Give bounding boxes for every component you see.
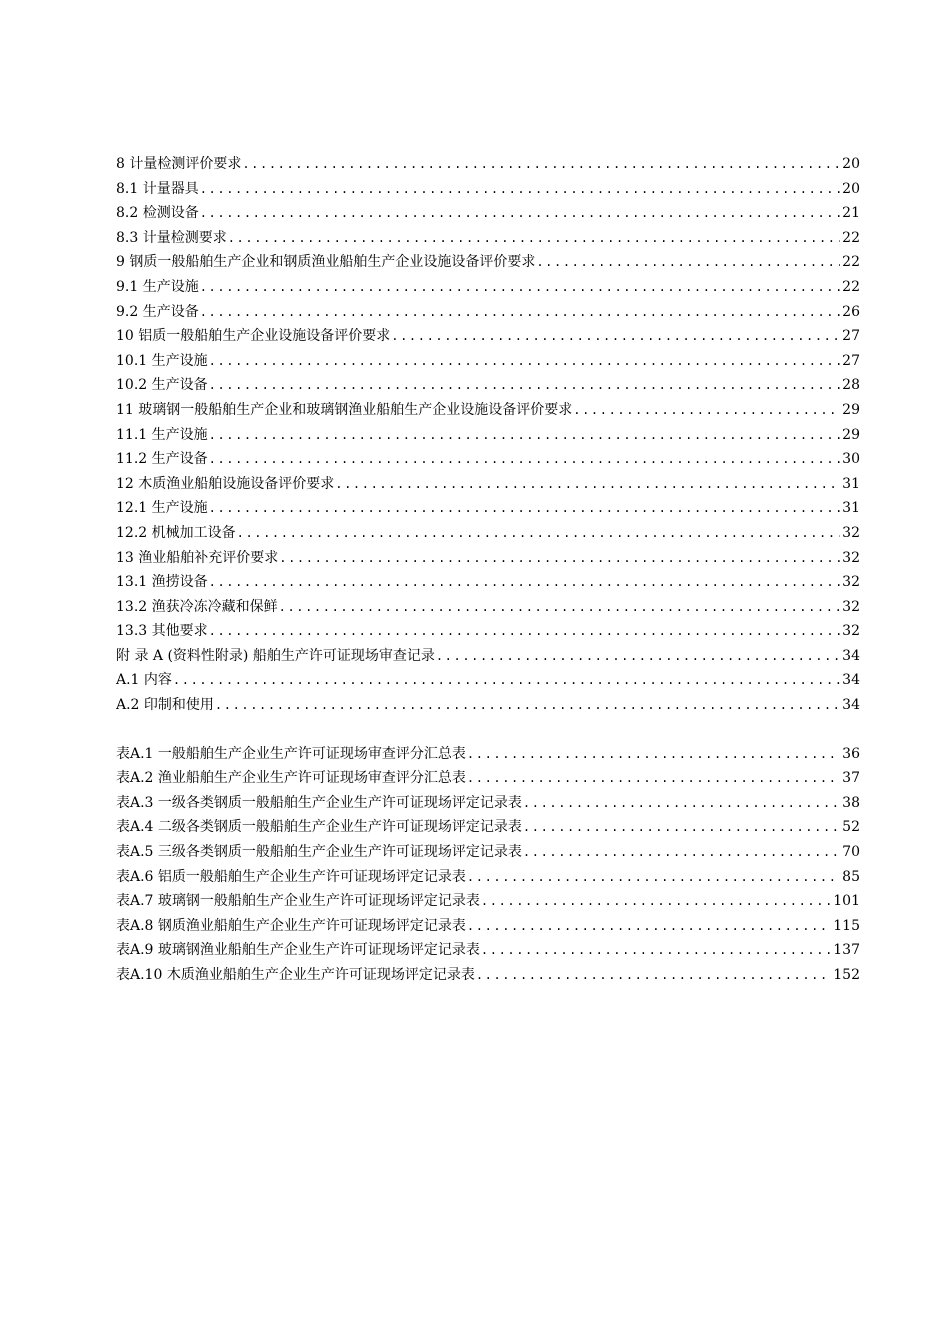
toc-entry-page: 27 <box>842 328 860 345</box>
toc-dot-leader <box>200 275 840 300</box>
toc-entry[interactable] <box>116 447 860 472</box>
toc-entry-title: 表A.7 玻璃钢一般船舶生产企业生产许可证现场评定记录表 <box>116 893 480 910</box>
toc-entry[interactable] <box>116 250 860 275</box>
toc-entry-page: 22 <box>842 254 860 271</box>
toc-entry-page: 101 <box>833 893 860 910</box>
toc-entry-title: A.1 内容 <box>116 672 172 689</box>
toc-entry-page: 32 <box>842 549 860 566</box>
toc-entry-page: 152 <box>833 967 860 983</box>
toc-entry[interactable] <box>116 668 860 693</box>
toc-dot-leader <box>467 742 840 767</box>
toc-dot-leader <box>200 177 840 202</box>
toc-dot-leader <box>279 546 840 571</box>
toc-entry-title: 9 钢质一般船舶生产企业和钢质渔业船舶生产企业设施设备评价要求 <box>116 254 536 271</box>
toc-dot-leader <box>209 496 841 521</box>
toc-entry[interactable] <box>116 644 860 669</box>
toc-entry-title: 表A.9 玻璃钢渔业船舶生产企业生产许可证现场评定记录表 <box>116 942 480 959</box>
toc-entry-title: 表A.2 渔业船舶生产企业生产许可证现场审查评分汇总表 <box>116 770 466 787</box>
toc-entry-title: 13.3 其他要求 <box>116 623 208 640</box>
toc-entry-title: 表A.8 钢质渔业船舶生产企业生产许可证现场评定记录表 <box>116 917 466 934</box>
toc-entry-title: 8.1 计量器具 <box>116 180 199 197</box>
toc-entry-page: 70 <box>842 844 860 861</box>
toc-entry-title: 11 玻璃钢一般船舶生产企业和玻璃钢渔业船舶生产企业设施设备评价要求 <box>116 401 573 418</box>
toc-dot-leader <box>436 644 840 669</box>
toc-dot-leader <box>481 938 831 963</box>
toc-entry-title: 12.1 生产设施 <box>116 500 208 517</box>
toc-entry-page: 21 <box>842 205 860 222</box>
toc-dot-leader <box>209 423 841 448</box>
toc-entry-title: 11.2 生产设备 <box>116 451 208 468</box>
toc-entry-page: 37 <box>842 770 860 787</box>
toc-entry-title: 11.1 生产设施 <box>116 426 208 443</box>
toc-entry-page: 27 <box>842 352 860 369</box>
toc-entry-title: 10.1 生产设施 <box>116 352 208 369</box>
toc-dot-leader <box>391 324 840 349</box>
toc-entry-page: 34 <box>842 672 860 689</box>
toc-entry-page: 85 <box>842 868 860 885</box>
toc-tables-list <box>116 742 860 988</box>
toc-entry-title: 表A.3 一级各类钢质一般船舶生产企业生产许可证现场评定记录表 <box>116 794 522 811</box>
toc-entry[interactable] <box>116 177 860 202</box>
toc-entry[interactable] <box>116 300 860 325</box>
toc-entry-title: 13.2 渔获冷冻冷藏和保鲜 <box>116 598 278 615</box>
toc-entry-title: 10.2 生产设备 <box>116 377 208 394</box>
toc-entry[interactable] <box>116 152 860 177</box>
toc-entry-page: 20 <box>842 156 860 172</box>
toc-entry-page: 20 <box>842 180 860 197</box>
toc-entry[interactable] <box>116 324 860 349</box>
toc-entry-title: 表A.4 二级各类钢质一般船舶生产企业生产许可证现场评定记录表 <box>116 819 522 836</box>
toc-entry-title: 8.3 计量检测要求 <box>116 229 227 246</box>
toc-dot-leader <box>467 914 831 939</box>
toc-dot-leader <box>209 570 841 595</box>
toc-entry-page: 52 <box>842 819 860 836</box>
toc-entry-page: 29 <box>842 426 860 443</box>
toc-dot-leader <box>523 840 840 865</box>
toc-entry-title: 12 木质渔业船舶设施设备评价要求 <box>116 475 335 492</box>
toc-entry-title: 9.2 生产设备 <box>116 303 199 320</box>
toc-entry[interactable] <box>116 570 860 595</box>
toc-entry-title: 8 计量检测评价要求 <box>116 156 242 172</box>
toc-entry[interactable] <box>116 373 860 398</box>
toc-entry-page: 32 <box>842 574 860 591</box>
toc-entry-title: 表A.5 三级各类钢质一般船舶生产企业生产许可证现场评定记录表 <box>116 844 522 861</box>
toc-dot-leader <box>536 250 840 275</box>
toc-entry-title: 表A.10 木质渔业船舶生产企业生产许可证现场评定记录表 <box>116 967 475 983</box>
toc-dot-leader <box>237 521 841 546</box>
toc-entry-page: 31 <box>842 475 860 492</box>
toc-dot-leader <box>523 791 840 816</box>
toc-entry[interactable] <box>116 226 860 251</box>
toc-entry-page: 137 <box>833 942 860 959</box>
toc-entry-title: 表A.1 一般船舶生产企业生产许可证现场审查评分汇总表 <box>116 745 466 762</box>
toc-entry-title: 8.2 检测设备 <box>116 205 199 222</box>
toc-entry-title: A.2 印制和使用 <box>116 697 214 714</box>
toc-entry[interactable] <box>116 815 860 840</box>
toc-entry[interactable] <box>116 742 860 767</box>
toc-entry-page: 29 <box>842 401 860 418</box>
toc-entry-page: 32 <box>842 598 860 615</box>
toc-entry[interactable] <box>116 472 860 497</box>
toc-entry[interactable] <box>116 766 860 791</box>
toc-entry-page: 22 <box>842 229 860 246</box>
toc-entry-title: 13 渔业船舶补充评价要求 <box>116 549 279 566</box>
toc-entry[interactable] <box>116 521 860 546</box>
toc-main-list <box>116 152 860 718</box>
toc-entry-page: 32 <box>842 623 860 640</box>
toc-entry-page: 26 <box>842 303 860 320</box>
toc-dot-leader <box>173 668 840 693</box>
toc-entry-page: 34 <box>842 697 860 714</box>
toc-entry[interactable] <box>116 595 860 620</box>
toc-dot-leader <box>481 889 831 914</box>
toc-entry[interactable] <box>116 349 860 374</box>
toc-entry[interactable] <box>116 865 860 890</box>
toc-dot-leader <box>467 865 840 890</box>
toc-entry[interactable] <box>116 619 860 644</box>
toc-dot-leader <box>523 815 840 840</box>
toc-entry-page: 28 <box>842 377 860 394</box>
toc-entry-page: 38 <box>842 794 860 811</box>
toc-entry[interactable] <box>116 914 860 939</box>
toc-dot-leader <box>335 472 840 497</box>
toc-dot-leader <box>209 619 841 644</box>
toc-entry[interactable] <box>116 275 860 300</box>
toc-entry[interactable] <box>116 889 860 914</box>
toc-entry[interactable] <box>116 840 860 865</box>
toc-entry[interactable] <box>116 791 860 816</box>
toc-entry-title: 表A.6 铝质一般船舶生产企业生产许可证现场评定记录表 <box>116 868 466 885</box>
toc-dot-leader <box>215 693 840 718</box>
toc-dot-leader <box>242 152 840 177</box>
toc-dot-leader <box>279 595 841 620</box>
toc-dot-leader <box>573 398 840 423</box>
toc-entry[interactable] <box>116 423 860 448</box>
toc-entry-title: 10 铝质一般船舶生产企业设施设备评价要求 <box>116 328 391 345</box>
toc-entry[interactable] <box>116 496 860 521</box>
toc-page <box>116 152 860 988</box>
toc-dot-leader <box>209 447 841 472</box>
toc-entry-page: 31 <box>842 500 860 517</box>
toc-dot-leader <box>200 201 840 226</box>
toc-entry-title: 附 录 A (资料性附录) 船舶生产许可证现场审查记录 <box>116 647 435 664</box>
toc-entry[interactable] <box>116 693 860 718</box>
toc-dot-leader <box>209 373 841 398</box>
toc-entry[interactable] <box>116 398 860 423</box>
toc-entry-title: 13.1 渔捞设备 <box>116 574 208 591</box>
toc-entry-page: 34 <box>842 647 860 664</box>
toc-entry-page: 32 <box>842 524 860 541</box>
toc-entry-page: 115 <box>833 917 860 934</box>
toc-entry[interactable] <box>116 963 860 988</box>
toc-entry[interactable] <box>116 546 860 571</box>
toc-entry-title: 9.1 生产设施 <box>116 278 199 295</box>
toc-entry-page: 36 <box>842 745 860 762</box>
toc-entry[interactable] <box>116 201 860 226</box>
toc-dot-leader <box>467 766 840 791</box>
toc-entry-title: 12.2 机械加工设备 <box>116 524 236 541</box>
toc-entry-page: 22 <box>842 278 860 295</box>
toc-dot-leader <box>228 226 840 251</box>
toc-dot-leader <box>200 300 840 325</box>
toc-dot-leader <box>476 963 831 988</box>
toc-entry[interactable] <box>116 938 860 963</box>
toc-dot-leader <box>209 349 841 374</box>
toc-entry-page: 30 <box>842 451 860 468</box>
